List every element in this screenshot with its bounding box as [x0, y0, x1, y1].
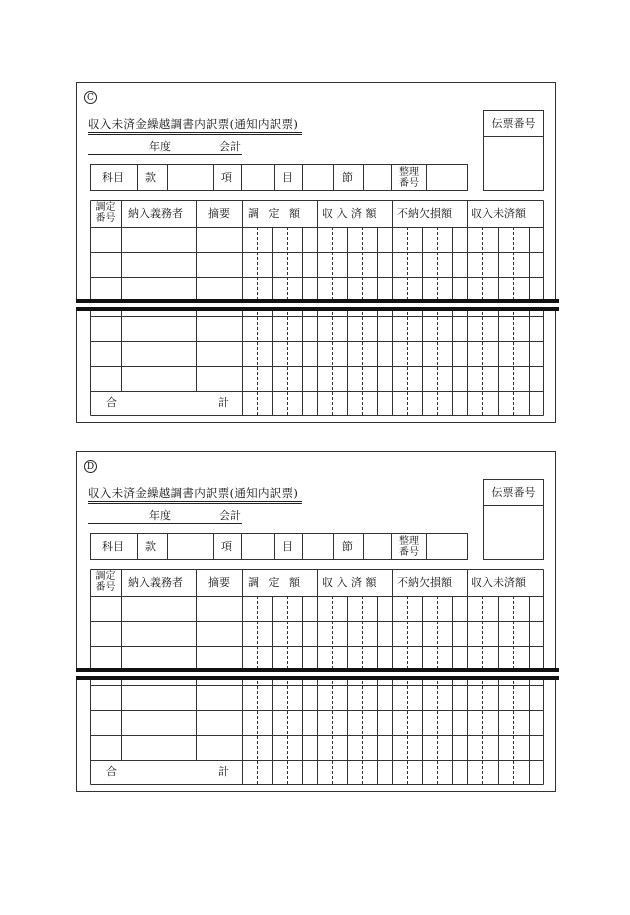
form-title: 収入未済金繰越調書内訳票(通知内訳票)	[88, 117, 299, 131]
received-header: 収 入 済 額	[322, 207, 377, 220]
summary-header: 摘要	[208, 576, 230, 589]
omission-line	[76, 668, 559, 672]
total-label-left: 合	[106, 765, 117, 778]
kamoku-label: 科目	[102, 540, 124, 553]
unreceived-header: 収入未済額	[471, 576, 526, 589]
seiri-label-1: 整理	[399, 167, 419, 178]
moku-label: 目	[282, 171, 293, 184]
kan-label: 款	[145, 540, 156, 553]
received-header: 収 入 済 額	[322, 576, 377, 589]
loss-header: 不納欠損額	[397, 207, 452, 220]
form-c	[76, 82, 556, 423]
chotei-amount-header: 調 定 額	[248, 576, 303, 589]
form-title: 収入未済金繰越調書内訳票(通知内訳票)	[88, 486, 299, 500]
denpyo-number-label: 伝票番号	[484, 480, 543, 506]
summary-header: 摘要	[208, 207, 230, 220]
omission-gap	[76, 672, 559, 676]
year-accounting-line	[88, 154, 242, 155]
nendo-label: 年度	[149, 140, 171, 153]
kan-label: 款	[145, 171, 156, 184]
chotei-number-header-2: 番号	[95, 582, 116, 593]
loss-header: 不納欠損額	[397, 576, 452, 589]
category-row	[90, 533, 468, 560]
seiri-label-2: 番号	[399, 178, 419, 189]
title-underline	[88, 501, 302, 502]
title-underline	[88, 132, 302, 133]
kamoku-label: 科目	[102, 171, 124, 184]
form-mark-d: D	[84, 460, 97, 473]
total-label-right: 計	[218, 765, 229, 778]
form-mark-c: C	[84, 91, 97, 104]
denpyo-number-label: 伝票番号	[484, 111, 543, 137]
setsu-label: 節	[342, 171, 353, 184]
payer-header: 納入義務者	[128, 207, 183, 220]
title-underline	[88, 134, 302, 135]
omission-band	[76, 667, 559, 681]
payer-header: 納入義務者	[128, 576, 183, 589]
unreceived-header: 収入未済額	[471, 207, 526, 220]
setsu-label: 節	[342, 540, 353, 553]
kaikei-label: 会計	[219, 509, 241, 522]
moku-label: 目	[282, 540, 293, 553]
seiri-label-2: 番号	[399, 547, 419, 558]
nendo-label: 年度	[149, 509, 171, 522]
total-label-left: 合	[106, 396, 117, 409]
category-row	[90, 164, 468, 191]
denpyo-number-box	[483, 110, 544, 191]
seiri-label-1: 整理	[399, 536, 419, 547]
total-label-right: 計	[218, 396, 229, 409]
omission-line	[76, 307, 559, 311]
kou-label: 項	[221, 171, 232, 184]
chotei-number-header-1: 調定	[95, 202, 116, 213]
kou-label: 項	[221, 540, 232, 553]
chotei-number-header-1: 調定	[95, 571, 116, 582]
omission-line	[76, 676, 559, 680]
chotei-amount-header: 調 定 額	[248, 207, 303, 220]
kaikei-label: 会計	[219, 140, 241, 153]
omission-gap	[76, 303, 559, 307]
year-accounting-line	[88, 523, 242, 524]
omission-band	[76, 298, 559, 312]
omission-line	[76, 299, 559, 303]
denpyo-number-box	[483, 479, 544, 560]
chotei-number-header-2: 番号	[95, 213, 116, 224]
title-underline	[88, 503, 302, 504]
form-d	[76, 451, 556, 792]
